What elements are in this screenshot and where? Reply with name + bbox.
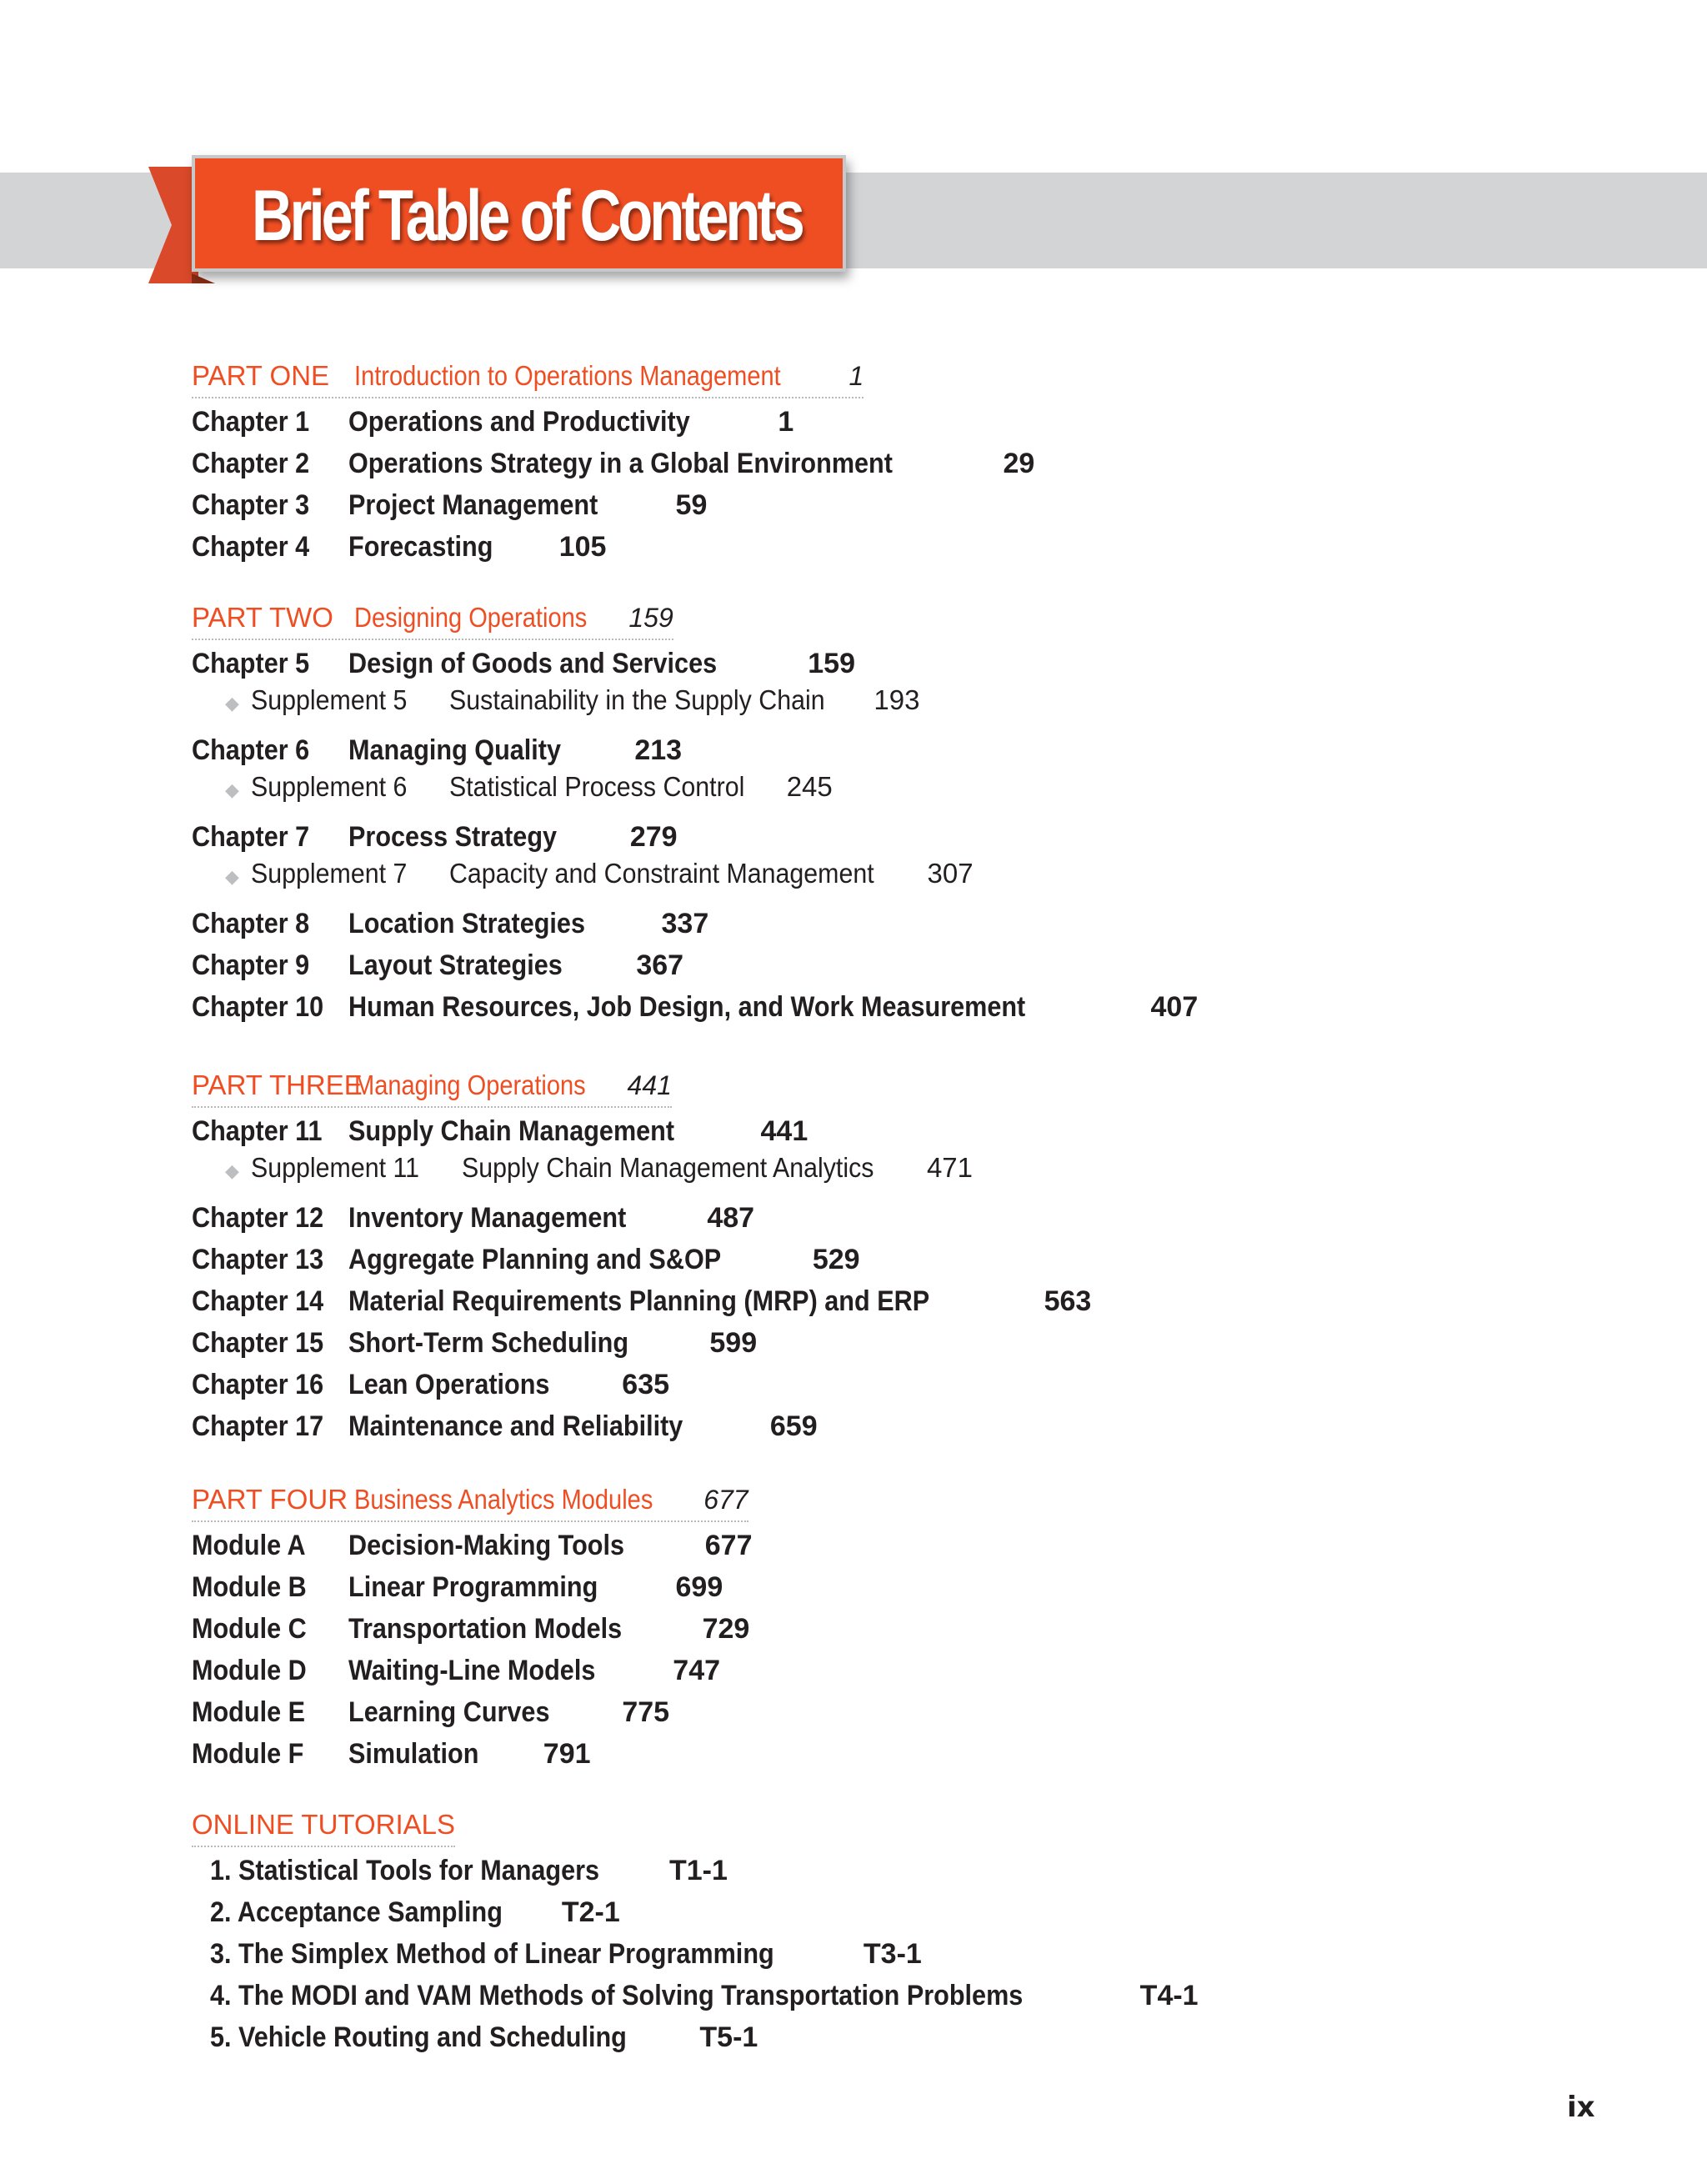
chapter-label: Chapter 15 xyxy=(192,1327,324,1359)
chapter-title: Learning Curves xyxy=(348,1696,550,1728)
supplement-title: Capacity and Constraint Management xyxy=(448,858,874,889)
chapter-entry xyxy=(192,448,1034,484)
chapter-label: Chapter 1 xyxy=(192,406,310,438)
tutorial-title: 5. Vehicle Routing and Scheduling xyxy=(210,2021,627,2053)
title-banner xyxy=(192,155,846,272)
chapter-page-number: 367 xyxy=(636,949,684,981)
chapter-entry xyxy=(192,1530,752,1566)
supplement-entry xyxy=(225,1152,973,1187)
chapter-title: Supply Chain Management xyxy=(348,1115,675,1147)
chapter-label: Chapter 5 xyxy=(192,648,310,679)
chapter-title: Forecasting xyxy=(348,531,493,563)
supplement-page-number: 193 xyxy=(874,684,920,715)
chapter-title: Transportation Models xyxy=(348,1613,623,1645)
diamond-bullet-icon: ◆ xyxy=(225,1160,239,1181)
chapter-label: Chapter 7 xyxy=(192,821,310,853)
chapter-title: Lean Operations xyxy=(348,1369,550,1400)
chapter-entry xyxy=(192,531,606,568)
chapter-page-number: 659 xyxy=(769,1410,818,1442)
tutorial-page-number: T1-1 xyxy=(668,1855,728,1886)
page-number: ix xyxy=(1567,2091,1595,2124)
tutorial-entry xyxy=(210,1896,620,1933)
chapter-label: Chapter 4 xyxy=(192,531,310,563)
part-page-number: 1 xyxy=(848,361,864,391)
tutorial-entry xyxy=(210,1938,922,1975)
chapter-page-number: 1 xyxy=(778,406,794,438)
chapter-page-number: 213 xyxy=(634,734,683,766)
chapter-title: Maintenance and Reliability xyxy=(348,1410,683,1442)
part-label: PART ONE xyxy=(192,360,330,391)
chapter-label: Chapter 13 xyxy=(192,1244,324,1275)
chapter-page-number: 635 xyxy=(622,1369,670,1400)
supplement-page-number: 471 xyxy=(926,1152,974,1183)
chapter-page-number: 337 xyxy=(661,908,709,939)
chapter-label: Chapter 6 xyxy=(192,734,310,766)
chapter-title: Material Requirements Planning (MRP) and ERP xyxy=(348,1285,930,1317)
chapter-page-number: 791 xyxy=(543,1738,591,1770)
chapter-entry xyxy=(192,1202,754,1239)
part-label: PART THREE xyxy=(192,1069,363,1100)
chapter-label: Chapter 8 xyxy=(192,908,310,939)
chapter-label: Chapter 17 xyxy=(192,1410,324,1442)
tutorial-title: 3. The Simplex Method of Linear Programming xyxy=(210,1938,774,1970)
chapter-label: Chapter 2 xyxy=(192,448,310,479)
tutorial-title: 1. Statistical Tools for Managers xyxy=(210,1855,600,1886)
chapter-entry xyxy=(192,1738,591,1775)
tutorial-page-number: T2-1 xyxy=(561,1896,620,1928)
part-heading xyxy=(192,1069,672,1108)
chapter-entry xyxy=(192,1115,808,1152)
tutorial-entry xyxy=(210,1855,728,1891)
chapter-entry xyxy=(192,734,682,771)
chapter-title: Operations Strategy in a Global Environment xyxy=(348,448,893,479)
part-heading xyxy=(192,1484,748,1522)
tutorial-page-number: T3-1 xyxy=(863,1938,922,1970)
supplement-label: Supplement 6 xyxy=(250,771,408,802)
tutorials-heading xyxy=(192,1809,455,1847)
part-label: PART FOUR xyxy=(192,1484,348,1515)
tutorial-entry xyxy=(210,2021,758,2058)
chapter-page-number: 699 xyxy=(675,1571,723,1603)
chapter-page-number: 159 xyxy=(808,648,855,679)
supplement-entry xyxy=(225,684,919,719)
page-title: Brief Table of Contents xyxy=(252,176,802,256)
tutorial-entry xyxy=(210,1980,1199,2016)
chapter-title: Simulation xyxy=(348,1738,479,1770)
chapter-entry xyxy=(192,489,707,526)
chapter-label: Module F xyxy=(192,1738,304,1770)
chapter-entry xyxy=(192,1696,669,1733)
chapter-title: Inventory Management xyxy=(348,1202,627,1234)
chapter-page-number: 29 xyxy=(1003,448,1035,479)
chapter-entry xyxy=(192,1655,720,1691)
part-title: Designing Operations xyxy=(354,602,588,633)
chapter-title: Layout Strategies xyxy=(348,949,563,981)
chapter-label: Chapter 16 xyxy=(192,1369,324,1400)
chapter-label: Module D xyxy=(192,1655,307,1686)
chapter-entry xyxy=(192,648,855,684)
chapter-page-number: 59 xyxy=(675,489,708,521)
part-heading xyxy=(192,360,864,398)
chapter-entry xyxy=(192,991,1198,1028)
chapter-label: Chapter 9 xyxy=(192,949,310,981)
supplement-title: Supply Chain Management Analytics xyxy=(462,1152,874,1183)
chapter-title: Operations and Productivity xyxy=(348,406,690,438)
chapter-entry xyxy=(192,1613,749,1650)
chapter-page-number: 279 xyxy=(629,821,678,853)
chapter-entry xyxy=(192,1571,723,1608)
chapter-entry xyxy=(192,1327,757,1364)
chapter-page-number: 105 xyxy=(558,531,607,563)
supplement-entry xyxy=(225,858,974,893)
part-title: Introduction to Operations Management xyxy=(354,360,781,391)
part-heading xyxy=(192,602,673,640)
chapter-entry xyxy=(192,949,683,986)
supplement-label: Supplement 5 xyxy=(250,684,408,715)
chapter-label: Module E xyxy=(192,1696,305,1728)
chapter-label: Chapter 12 xyxy=(192,1202,324,1234)
diamond-bullet-icon: ◆ xyxy=(225,693,239,714)
tutorials-label: ONLINE TUTORIALS xyxy=(192,1809,456,1840)
chapter-label: Chapter 14 xyxy=(192,1285,324,1317)
part-page-number: 159 xyxy=(628,603,673,633)
chapter-label: Chapter 10 xyxy=(192,991,324,1023)
chapter-page-number: 747 xyxy=(673,1655,721,1686)
supplement-label: Supplement 11 xyxy=(250,1152,419,1183)
supplement-entry xyxy=(225,771,833,806)
chapter-page-number: 441 xyxy=(760,1115,808,1147)
chapter-title: Design of Goods and Services xyxy=(348,648,718,679)
chapter-page-number: 775 xyxy=(622,1696,670,1728)
chapter-page-number: 677 xyxy=(704,1530,753,1561)
chapter-label: Module A xyxy=(192,1530,306,1561)
chapter-label: Chapter 11 xyxy=(192,1115,323,1147)
tutorial-title: 2. Acceptance Sampling xyxy=(210,1896,503,1928)
chapter-entry xyxy=(192,1244,860,1280)
chapter-page-number: 563 xyxy=(1044,1285,1092,1317)
chapter-page-number: 729 xyxy=(702,1613,750,1645)
chapter-title: Human Resources, Job Design, and Work Measurement xyxy=(348,991,1026,1023)
part-title: Business Analytics Modules xyxy=(354,1484,653,1515)
tutorial-title: 4. The MODI and VAM Methods of Solving Transportation Problems xyxy=(210,1980,1024,2011)
chapter-title: Decision-Making Tools xyxy=(348,1530,624,1561)
chapter-title: Linear Programming xyxy=(348,1571,598,1603)
chapter-label: Chapter 3 xyxy=(192,489,310,521)
chapter-title: Project Management xyxy=(348,489,598,521)
chapter-entry xyxy=(192,1410,818,1447)
chapter-title: Location Strategies xyxy=(348,908,585,939)
diamond-bullet-icon: ◆ xyxy=(225,779,239,800)
chapter-entry xyxy=(192,1285,1091,1322)
chapter-page-number: 529 xyxy=(812,1244,860,1275)
tutorial-page-number: T4-1 xyxy=(1139,1980,1199,2011)
diamond-bullet-icon: ◆ xyxy=(225,866,239,887)
chapter-title: Waiting-Line Models xyxy=(348,1655,596,1686)
supplement-label: Supplement 7 xyxy=(250,858,408,889)
chapter-page-number: 599 xyxy=(709,1327,758,1359)
chapter-title: Aggregate Planning and S&OP xyxy=(348,1244,722,1275)
supplement-page-number: 307 xyxy=(927,858,974,889)
chapter-page-number: 407 xyxy=(1150,991,1199,1023)
part-title: Managing Operations xyxy=(354,1069,586,1100)
chapter-page-number: 487 xyxy=(707,1202,755,1234)
chapter-title: Short-Term Scheduling xyxy=(348,1327,629,1359)
part-label: PART TWO xyxy=(192,602,333,633)
chapter-entry xyxy=(192,1369,669,1405)
supplement-page-number: 245 xyxy=(786,771,833,802)
part-page-number: 441 xyxy=(627,1070,672,1100)
chapter-entry xyxy=(192,406,793,443)
chapter-label: Module B xyxy=(192,1571,307,1603)
supplement-title: Statistical Process Control xyxy=(448,771,744,802)
chapter-entry xyxy=(192,908,708,944)
part-page-number: 677 xyxy=(703,1485,748,1515)
chapter-entry xyxy=(192,821,678,858)
tutorial-page-number: T5-1 xyxy=(699,2021,758,2053)
supplement-title: Sustainability in the Supply Chain xyxy=(448,684,825,715)
chapter-title: Process Strategy xyxy=(348,821,558,853)
chapter-title: Managing Quality xyxy=(348,734,562,766)
chapter-label: Module C xyxy=(192,1613,307,1645)
